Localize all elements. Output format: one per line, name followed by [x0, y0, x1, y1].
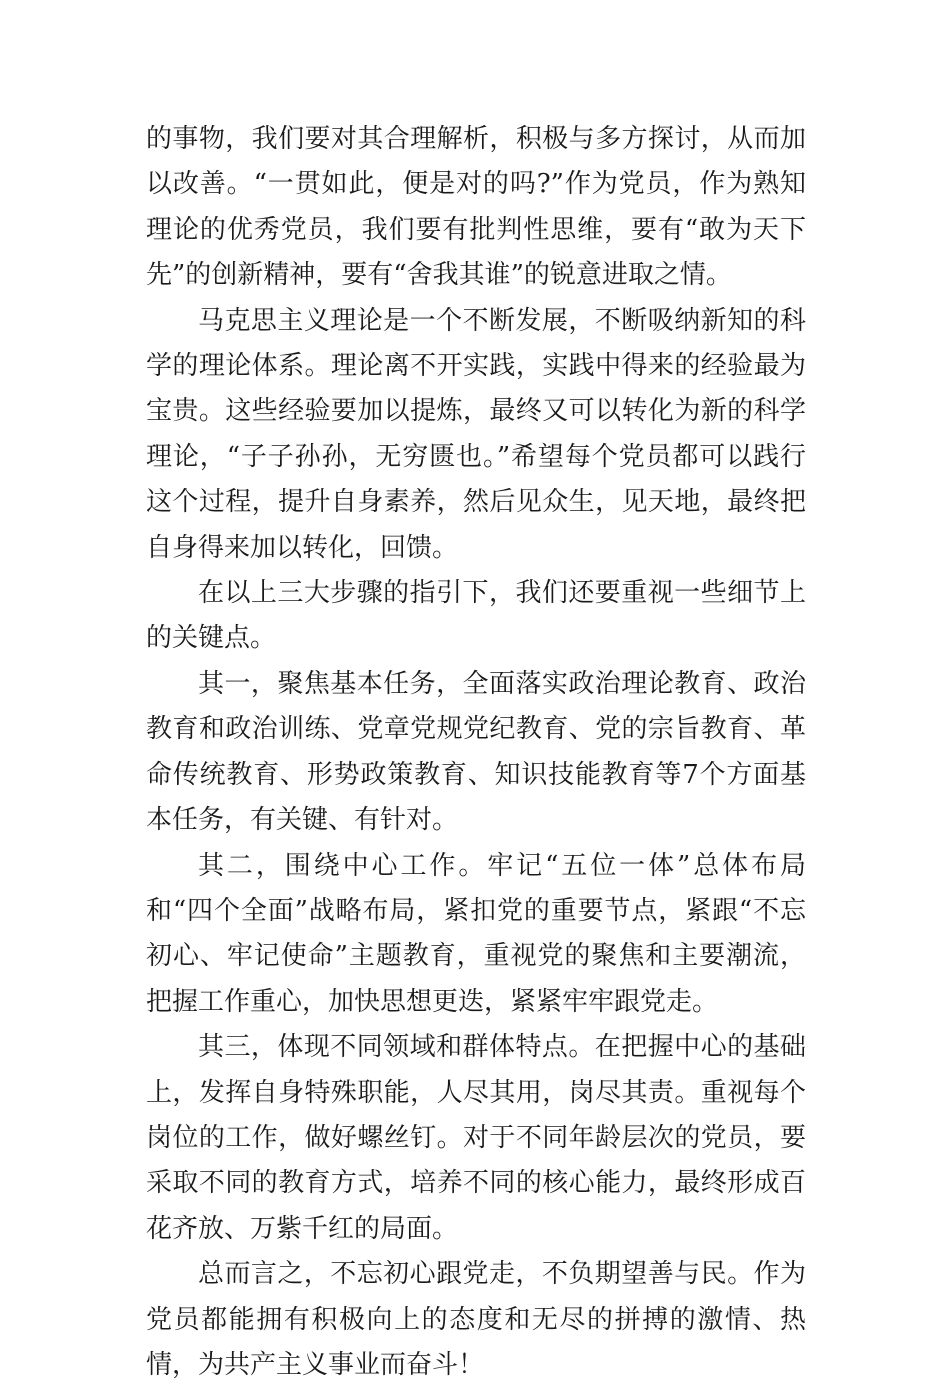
document-body [146, 117, 806, 1388]
paragraph-point-three: 其三，体现不同领域和群体特点。在把握中心的基础上，发挥自身特殊职能，人尽其用，岗尽其责。重视每个岗位的工作，做好螺丝钉。对于不同年龄层次的党员，要采取不同的教育方式，培养不同的核心能力，最终形成百花齐放、万紫千红的局面。 [146, 1032, 806, 1244]
paragraph-point-two: 其二，围绕中心工作。牢记“五位一体”总体布局和“四个全面”战略布局，紧扣党的重要节点，紧跟“不忘初心、牢记使命”主题教育，重视党的聚焦和主要潮流，把握工作重心，加快思想更迭，紧紧牢牢跟党走。 [146, 850, 806, 1017]
paragraph-point-one: 其一，聚焦基本任务，全面落实政治理论教育、政治教育和政治训练、党章党规党纪教育、党的宗旨教育、革命传统教育、形势政策教育、知识技能教育等7个方面基本任务，有关键、有针对。 [146, 668, 806, 836]
paragraph-conclusion: 总而言之，不忘初心跟党走，不负期望善与民。作为党员都能拥有积极向上的态度和无尽的拼搏的激情、热情，为共产主义事业而奋斗！ [146, 1259, 806, 1380]
paragraph-key-points-intro: 在以上三大步骤的指引下，我们还要重视一些细节上的关键点。 [146, 578, 806, 654]
paragraph-marxism-theory: 马克思主义理论是一个不断发展，不断吸纳新知的科学的理论体系。理论离不开实践，实践中得来的经验最为宝贵。这些经验要加以提炼，最终又可以转化为新的科学理论，“子子孙孙，无穷匮也。”希望每个党员都可以践行这个过程，提升自身素养，然后见众生，见天地，最终把自身得来加以转化，回馈。 [146, 305, 806, 563]
paragraph-continued: 的事物，我们要对其合理解析，积极与多方探讨，从而加以改善。“一贯如此，便是对的吗?”作为党员，作为熟知理论的优秀党员，我们要有批判性思维，要有“敢为天下先”的创新精神，要有“舍我其谁”的锐意进取之情。 [146, 124, 806, 291]
